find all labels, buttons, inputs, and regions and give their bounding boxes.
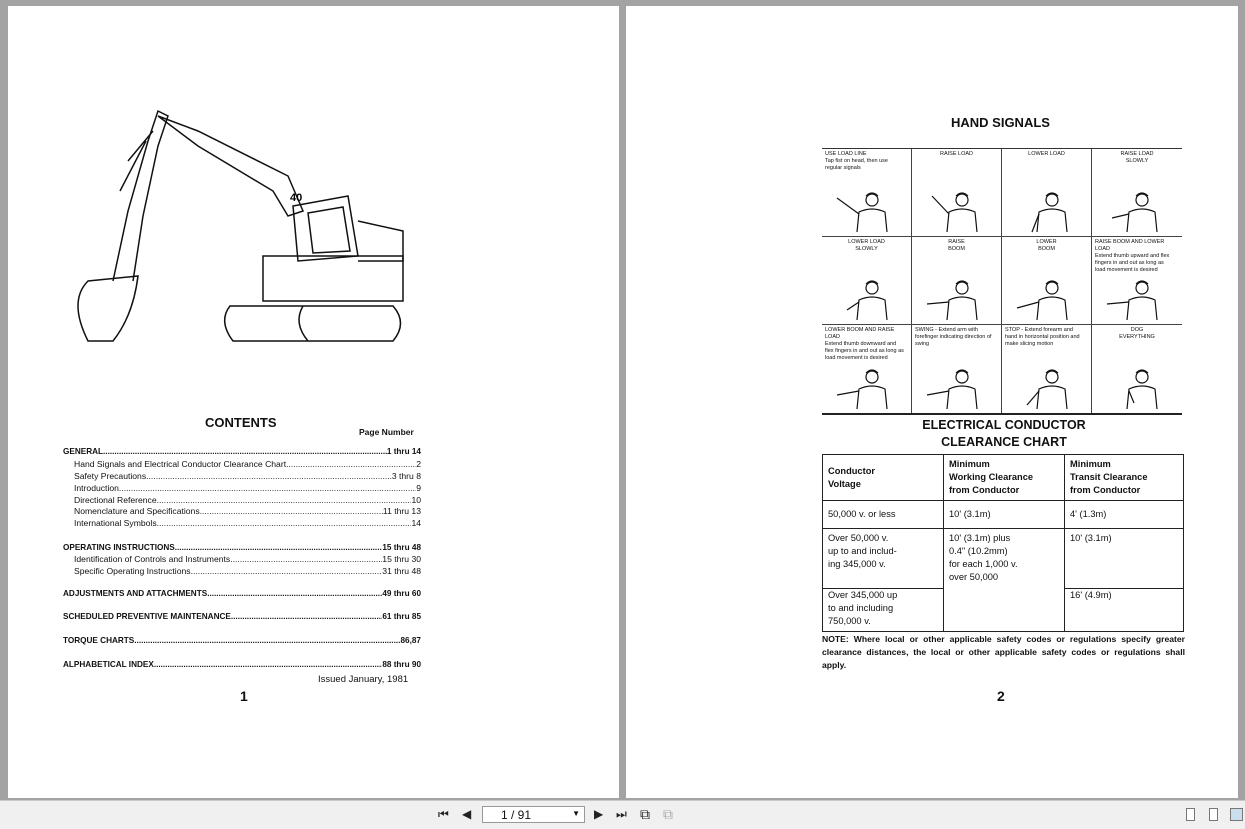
toc-entry[interactable] [63,447,421,456]
toc-pages: 2 [416,459,421,469]
signal-label: LOWER LOAD SLOWLY [848,239,885,252]
table-row [823,529,1184,589]
hand-signals-grid [822,148,1182,415]
signal-label: DOG EVERYTHING [1119,327,1155,340]
toc-entry[interactable] [63,554,421,564]
toc-label: Introduction [74,483,119,493]
toc-pages: 1 thru 14 [386,447,421,456]
signal-label: LOWER BOOM AND RAISE LOAD Extend thumb downward and flex fingers in and out as long as load movement is desired [825,327,904,361]
toc-label: GENERAL [63,447,104,456]
toc-label: Directional Reference [74,495,157,505]
hand-signal-cell [1092,149,1182,237]
signal-figure-icon [1102,188,1172,234]
toc-leader [200,506,383,516]
toc-pages: 11 thru 13 [382,506,421,516]
safety-note: NOTE: Where local or other applicable safety codes or regulations specify greater clearance distances, the local or other applicable safety codes or regulations shall apply. [822,634,1185,670]
hand-signal-cell [822,325,912,413]
toc-pages: 10 [411,495,421,505]
toc-leader [154,660,382,669]
contents-title: CONTENTS [205,415,277,430]
toc-entry[interactable] [63,636,421,645]
signal-figure-icon [1012,365,1082,411]
toc-entry[interactable] [63,506,421,516]
toc-entry[interactable] [63,543,421,552]
page-number-header: Page Number [359,427,414,437]
copy-page-icon[interactable]: ⧉ [640,806,650,822]
hand-signals-title: HAND SIGNALS [951,115,1050,130]
cell: 50,000 v. or less [823,501,944,529]
toc-pages: 15 thru 48 [382,543,421,552]
hand-signal-cell [912,325,1002,413]
signal-label: RAISE LOAD SLOWLY [1120,151,1154,164]
page-2 [626,6,1238,798]
table-row [823,501,1184,529]
toc-pages: 49 thru 60 [382,589,421,598]
toc-label: TORQUE CHARTS [63,636,135,645]
signal-label: SWING - Extend arm with forefinger indicating direction of swing [915,327,992,347]
signal-figure-icon [1012,276,1082,322]
toc-leader [157,495,412,505]
toc-label: Specific Operating Instructions [74,566,191,576]
signal-label: RAISE BOOM [948,239,965,252]
toc-pages: 15 thru 30 [382,554,421,564]
toc-pages: 86,87 [400,636,421,645]
toc-leader [207,589,382,598]
toc-entry[interactable] [63,483,421,493]
hand-signal-cell [1092,325,1182,413]
toc-entry[interactable] [63,589,421,598]
signal-figure-icon [1012,188,1082,234]
toc-pages: 3 thru 8 [391,471,421,481]
toc-pages: 61 thru 85 [382,612,421,621]
signal-figure-icon [922,188,992,234]
signal-figure-icon [922,276,992,322]
prev-page-button[interactable]: ◀ [462,807,472,821]
cell: 4' (1.3m) [1065,501,1184,529]
toc-leader [119,483,416,493]
two-page-view-icon[interactable] [1230,808,1243,821]
toc-label: Hand Signals and Electrical Conductor Clearance Chart [74,459,287,469]
cell: 10' (3.1m) plus 0.4" (10.2mm) for each 1,000 v. over 50,000 [944,529,1065,632]
signal-figure-icon [832,365,902,411]
dropdown-arrow-icon: ▼ [572,809,580,818]
cell: Over 50,000 v. up to and includ- ing 345,000 v. [823,529,944,589]
issued-date: Issued January, 1981 [318,674,409,685]
hand-signal-cell [1002,237,1092,325]
signal-label: LOWER LOAD [1028,151,1065,157]
toc-leader [146,471,392,481]
header-voltage: Conductor Voltage [823,455,944,501]
toc-pages: 14 [411,518,421,528]
signal-label: RAISE LOAD [939,151,973,157]
excavator-illustration [58,101,408,351]
toc-pages: 9 [416,483,421,493]
page-number: 1 [240,688,248,704]
toc-label: Safety Precautions [74,471,147,481]
toc-entry[interactable] [63,459,421,469]
toc-leader [286,459,416,469]
cell: 10' (3.1m) [944,501,1065,529]
paste-page-icon[interactable]: ⧉ [663,806,673,822]
toc-leader [157,518,412,528]
toc-label: Identification of Controls and Instruments [74,554,231,564]
clearance-chart-title [876,417,1132,451]
signal-figure-icon [922,365,992,411]
toc-entry[interactable] [63,518,421,528]
signal-figure-icon [832,188,902,234]
toc-leader [175,543,383,552]
page-1 [8,6,619,798]
viewer-toolbar [0,800,1245,829]
page-indicator: 1 / 91 [501,808,532,822]
clearance-table [822,454,1184,632]
hand-signal-cell [822,237,912,325]
first-page-button[interactable]: ⏮ [438,807,449,821]
page-selector[interactable] [482,806,585,823]
cell: 16' (4.9m) [1065,589,1184,632]
hand-signal-cell [912,237,1002,325]
single-page-view-icon[interactable] [1186,808,1195,821]
toc-entry[interactable] [63,566,421,576]
toc-entry[interactable] [63,471,421,481]
header-transit: Minimum Transit Clearance from Conductor [1065,455,1184,501]
signal-figure-icon [832,276,902,322]
hand-signal-cell [912,149,1002,237]
signal-label: STOP - Extend forearm and hand in horizontal position and make slicing motion [1005,327,1080,347]
toc-label: SCHEDULED PREVENTIVE MAINTENANCE [63,612,231,621]
signal-label: USE LOAD LINE Tap fist on head, then use regular signals [825,151,888,171]
toc-label: Nomenclature and Specifications [74,506,200,516]
toc-label: International Symbols [74,518,157,528]
hand-signal-cell [1092,237,1182,325]
machine-number: 40 [290,192,303,204]
toc-pages: 31 thru 48 [382,566,421,576]
toc-leader [231,612,382,621]
toc-leader [103,447,387,456]
signal-label: RAISE BOOM AND LOWER LOAD Extend thumb upward and flex fingers in and out as long as load movement is desired [1095,239,1170,273]
last-page-button[interactable]: ⏭ [616,807,627,821]
cell: 10' (3.1m) [1065,529,1184,589]
next-page-button[interactable]: ▶ [594,807,604,821]
hand-signal-cell [822,149,912,237]
toc-entry[interactable] [63,495,421,505]
hand-signal-cell [1002,325,1092,413]
toc-entry[interactable] [63,612,421,621]
toc-label: ALPHABETICAL INDEX [63,660,154,669]
toc-label: ADJUSTMENTS AND ATTACHMENTS [63,589,208,598]
page-number: 2 [997,688,1005,704]
signal-figure-icon [1102,365,1172,411]
toc-leader [230,554,382,564]
chart-title-line-2: CLEARANCE CHART [941,435,1067,449]
header-working: Minimum Working Clearance from Conductor [944,455,1065,501]
toc-label: OPERATING INSTRUCTIONS [63,543,175,552]
toc-pages: 88 thru 90 [382,660,421,669]
toc-entry[interactable] [63,660,421,669]
hand-signal-cell [1002,149,1092,237]
chart-title-line-1: ELECTRICAL CONDUCTOR [922,418,1086,432]
toc-leader [191,566,383,576]
cell: Over 345,000 up to and including 750,000 v. [823,589,944,632]
continuous-view-icon[interactable] [1209,808,1218,821]
signal-figure-icon [1102,276,1172,322]
signal-label: LOWER BOOM [1036,239,1057,252]
toc-leader [134,636,400,645]
